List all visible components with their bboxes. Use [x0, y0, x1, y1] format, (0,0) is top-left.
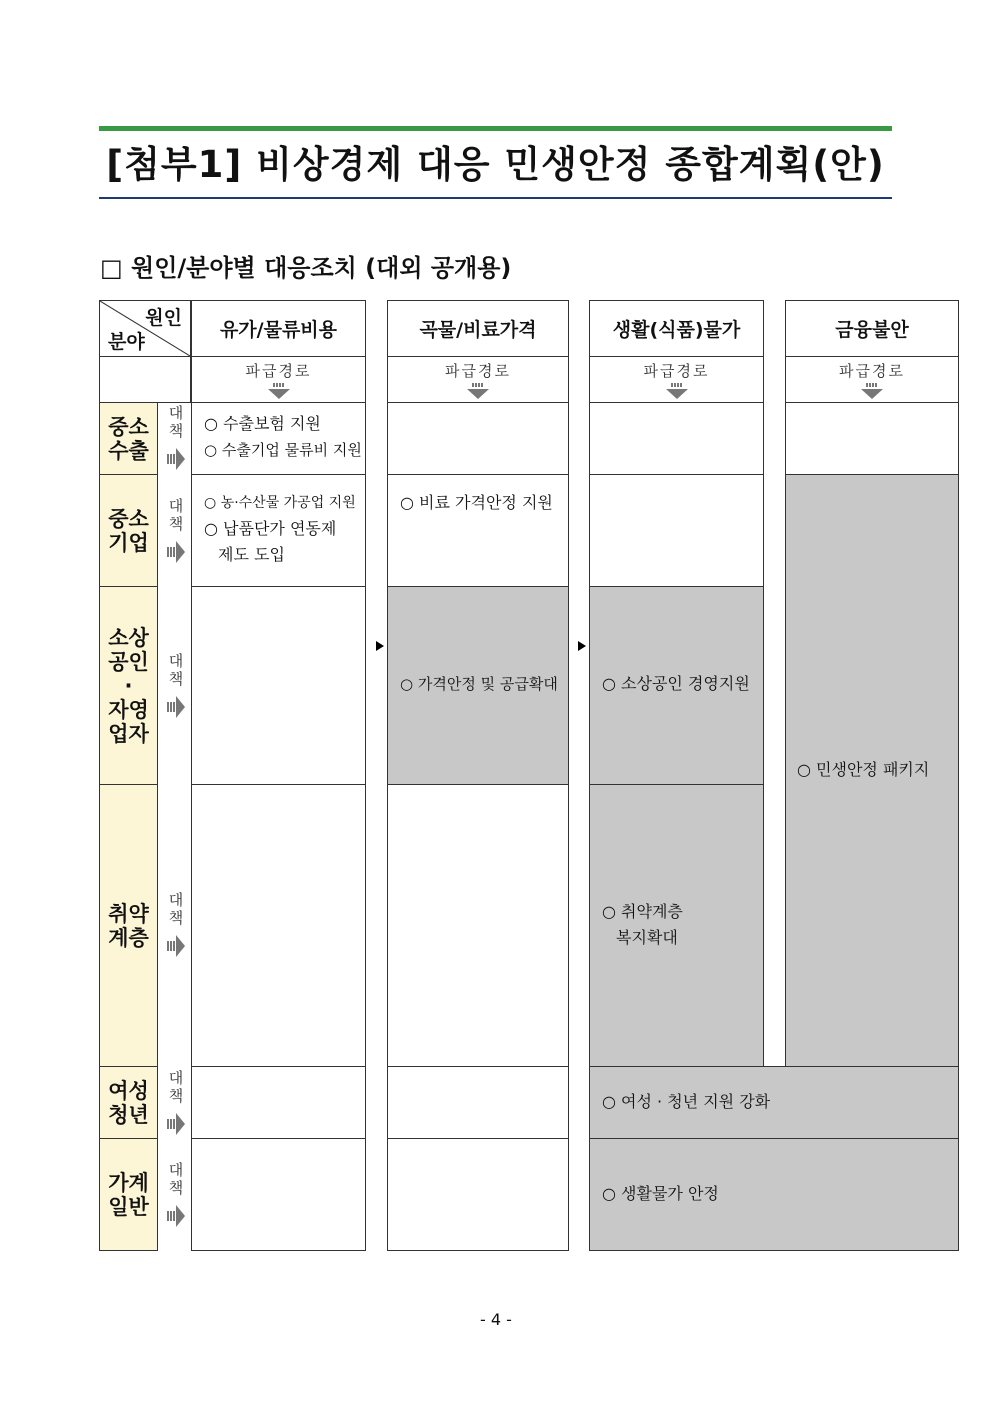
column-header-grain: 곡물/비료가격: [387, 300, 569, 357]
page-title: [첨부1] 비상경제 대응 민생안정 종합계획(안): [106, 143, 885, 186]
title-bottom-rule: [99, 197, 892, 199]
cell-vuln-living: ○ 취약계층 복지확대: [589, 784, 764, 1067]
corner-field: 분야: [108, 331, 145, 353]
right-arrow-icon: [167, 541, 185, 563]
path-living: [589, 356, 764, 403]
policy-marker-5: 대 책: [163, 1069, 189, 1135]
page-number: - 4 -: [480, 1310, 512, 1329]
path-arrow-stripes: [273, 383, 285, 387]
column-header-oil: 유가/물류비용: [191, 300, 366, 357]
cell-export-grain: [387, 402, 569, 475]
policy-marker-1: 대 책: [163, 404, 189, 470]
cell-household-oil: [191, 1138, 366, 1251]
path-oil: [191, 356, 366, 403]
cell-small-living: ○ 소상공인 경영지원: [589, 586, 764, 785]
down-arrow-icon: [467, 389, 489, 399]
path-grain: [387, 356, 569, 403]
cell-household-grain: [387, 1138, 569, 1251]
cell-vuln-grain: [387, 784, 569, 1067]
right-arrow-icon: [167, 448, 185, 470]
path-arrow-stripes: [866, 383, 878, 387]
right-arrow-icon: [167, 1205, 185, 1227]
down-arrow-icon: [861, 389, 883, 399]
corner-path-blank: [99, 356, 191, 403]
cell-small-grain: ○ 가격안정 및 공급확대: [387, 586, 569, 785]
column-header-finance: 금융불안: [785, 300, 959, 357]
path-arrow-stripes: [472, 383, 484, 387]
cell-export-finance: [785, 402, 959, 475]
right-arrow-icon: [167, 935, 185, 957]
title-top-rule: [99, 126, 892, 131]
cell-export-oil: ○ 수출보험 지원 ○ 수출기업 물류비 지원: [191, 402, 366, 475]
row-label-women-youth: 여성 청년: [99, 1066, 158, 1139]
cell-youth-grain: [387, 1066, 569, 1139]
section-subtitle: □ 원인/분야별 대응조치 (대외 공개용): [100, 254, 512, 282]
connector-arrow-icon: [376, 641, 384, 651]
row-label-small-business: 소상 공인 · 자영 업자: [99, 586, 158, 785]
cell-youth-support: ○ 여성 · 청년 지원 강화: [589, 1066, 959, 1139]
cell-sme-oil: ○ 농·수산물 가공업 지원 ○ 납품단가 연동제 제도 도입: [191, 474, 366, 587]
cell-finance-package: ○ 민생안정 패키지: [785, 474, 959, 1067]
policy-marker-4: 대 책: [163, 891, 189, 957]
down-arrow-icon: [666, 389, 688, 399]
cell-sme-grain: ○ 비료 가격안정 지원: [387, 474, 569, 587]
right-arrow-icon: [167, 1113, 185, 1135]
path-finance: [785, 356, 959, 403]
path-label: 파급경로: [643, 362, 710, 380]
column-header-living: 생활(식품)물가: [589, 300, 764, 357]
path-label: 파급경로: [445, 362, 511, 380]
path-arrow-stripes: [671, 383, 683, 387]
cell-export-living: [589, 402, 764, 475]
row-label-household: 가계 일반: [99, 1138, 158, 1251]
down-arrow-icon: [268, 389, 290, 399]
cell-small-oil: [191, 586, 366, 785]
row-label-vulnerable: 취약 계층: [99, 784, 158, 1067]
row-label-sme: 중소 기업: [99, 474, 158, 587]
policy-marker-3: 대 책: [163, 652, 189, 718]
corner-header: [99, 300, 191, 357]
right-arrow-icon: [167, 696, 185, 718]
connector-arrow-icon: [578, 641, 586, 651]
row-label-sme-export: 중소 수출: [99, 402, 158, 475]
policy-marker-6: 대 책: [163, 1161, 189, 1227]
corner-cause: 원인: [145, 307, 182, 329]
policy-marker-2: 대 책: [163, 497, 189, 563]
path-label: 파급경로: [839, 362, 905, 380]
cell-youth-oil: [191, 1066, 366, 1139]
path-label: 파급경로: [245, 362, 312, 380]
cell-household-stability: ○ 생활물가 안정: [589, 1138, 959, 1251]
cell-sme-living: [589, 474, 764, 587]
cell-vuln-oil: [191, 784, 366, 1067]
